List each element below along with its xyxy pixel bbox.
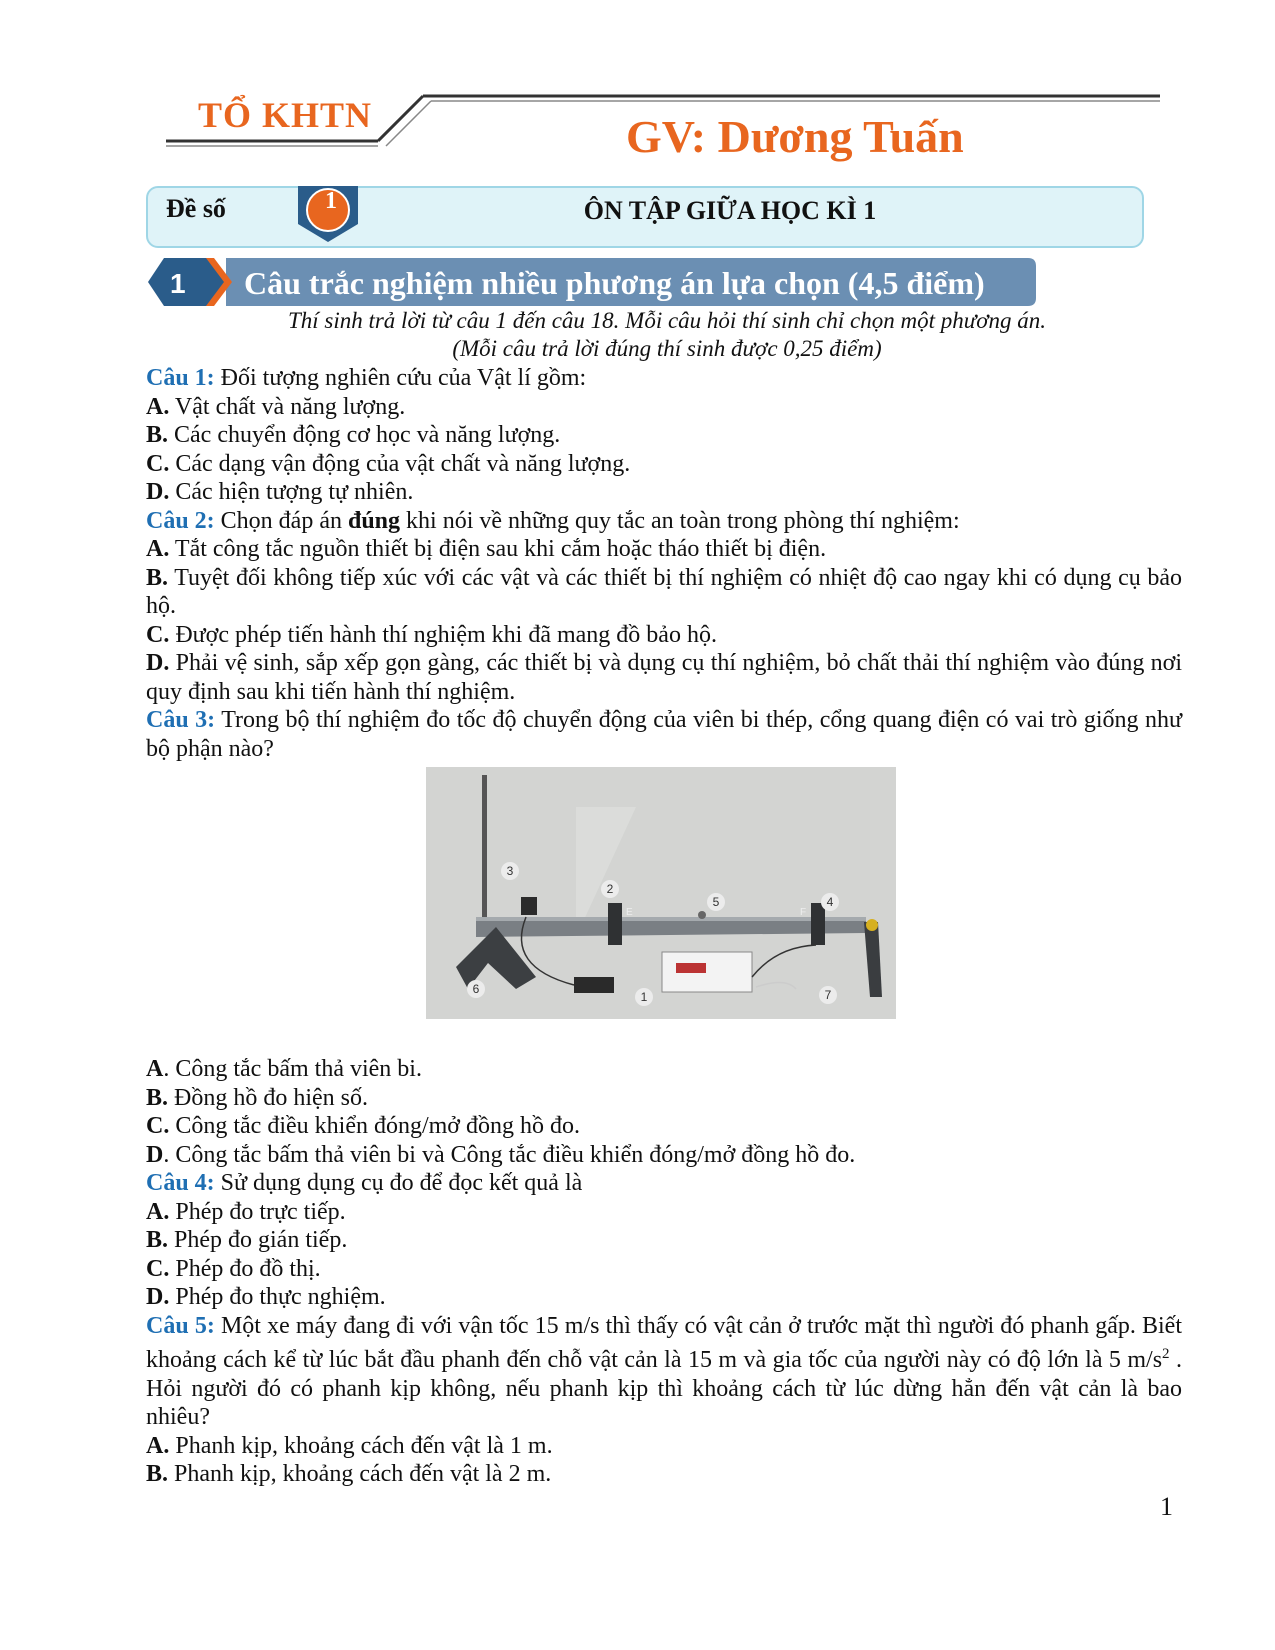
question-label: Câu 3: — [146, 707, 216, 733]
question-4 — [146, 1169, 1182, 1198]
option-3c — [146, 1112, 1182, 1141]
option-text: Phải vệ sinh, sắp xếp gọn gàng, các thiết bị và dụng cụ thí nghiệm, bỏ chất thải thí nghiệm vào đúng nơi quy định sau khi tiến hành thí nghiệm. — [146, 650, 1182, 705]
figure-label: F — [800, 907, 807, 918]
experiment-apparatus-figure — [426, 767, 896, 1019]
option-text: Phép đo thực nghiệm. — [169, 1284, 386, 1310]
option-3a — [146, 1055, 1182, 1084]
option-4c — [146, 1255, 1182, 1284]
question-text: . Hỏi người đó có phanh kịp không, nếu phanh kịp thì khoảng cách từ lúc dừng hẳn đến vật cản là bao nhiêu? — [146, 1347, 1182, 1430]
page-number: 1 — [1160, 1492, 1173, 1521]
option-3b — [146, 1084, 1182, 1113]
option-key: A. — [146, 1432, 170, 1459]
instruction-line-1: Thí sinh trả lời từ câu 1 đến câu 18. Mỗi câu hỏi thí sinh chỉ chọn một phương án. — [287, 308, 1047, 333]
question-label: Câu 5: — [146, 1312, 215, 1339]
option-key: D. — [146, 650, 170, 676]
option-2a — [146, 535, 1182, 564]
option-text: Các chuyển động cơ học và năng lượng. — [168, 422, 561, 448]
option-text: Phanh kịp, khoảng cách đến vật là 1 m. — [169, 1432, 553, 1459]
option-text: Được phép tiến hành thí nghiệm khi đã mang đồ bảo hộ. — [169, 621, 717, 648]
instruction-line-2: (Mỗi câu trả lời đúng thí sinh được 0,25 điểm) — [452, 336, 882, 361]
figure-label: 6 — [472, 982, 480, 996]
option-text: Phép đo gián tiếp. — [168, 1227, 348, 1253]
option-3d — [146, 1141, 1182, 1170]
question-label: Câu 2: — [146, 507, 215, 534]
option-key: D — [146, 1141, 164, 1168]
option-1b — [146, 421, 1182, 450]
teacher-name: GV: Dương Tuấn — [626, 111, 964, 162]
option-text: Phanh kịp, khoảng cách đến vật là 2 m. — [168, 1461, 552, 1487]
figure-container — [146, 763, 1182, 1055]
question-2 — [146, 507, 1182, 536]
option-text: Các dạng vận động của vật chất và năng lượng. — [169, 450, 631, 477]
option-key: B. — [146, 1084, 169, 1111]
option-key: A. — [146, 393, 170, 420]
question-label: Câu 1: — [146, 365, 215, 391]
option-5a — [146, 1432, 1182, 1461]
question-emphasis: đúng — [347, 507, 401, 534]
option-2c — [146, 621, 1182, 650]
option-2b — [146, 564, 1182, 621]
figure-label: 7 — [824, 988, 832, 1002]
figure-label: 1 — [640, 990, 648, 1004]
option-text: Tắt công tắc nguồn thiết bị điện sau khi cắm hoặc tháo thiết bị điện. — [169, 536, 827, 562]
option-1d — [146, 478, 1182, 507]
question-text: Chọn đáp án — [214, 507, 348, 534]
option-key: A. — [146, 536, 170, 562]
option-text: . Công tắc bấm thả viên bi và Công tắc điều khiển đóng/mở đồng hồ đo. — [163, 1141, 856, 1168]
option-text: Các hiện tượng tự nhiên. — [169, 479, 414, 505]
question-label: Câu 4: — [146, 1170, 215, 1196]
org-name: TỔ KHTN — [198, 95, 373, 135]
option-4b — [146, 1226, 1182, 1255]
question-text: Sử dụng dụng cụ đo để đọc kết quả là — [214, 1170, 583, 1196]
option-key: C. — [146, 450, 170, 477]
question-text: Trong bộ thí nghiệm đo tốc độ chuyển động của viên bi thép, cổng quang điện có vai trò giống như bộ phận nào? — [146, 707, 1183, 762]
exam-title: ÔN TẬP GIỮA HỌC KÌ 1 — [583, 196, 877, 225]
option-key: A. — [146, 1198, 170, 1225]
option-text: Đồng hồ đo hiện số. — [168, 1084, 369, 1111]
figure-label: 5 — [712, 895, 720, 909]
section-title: Câu trắc nghiệm nhiều phương án lựa chọn (4,5 điểm) — [244, 265, 985, 301]
option-1c — [146, 450, 1182, 479]
option-key: B. — [146, 1227, 169, 1253]
option-key: C. — [146, 621, 170, 648]
option-4d — [146, 1283, 1182, 1312]
question-text: Đối tượng nghiên cứu của Vật lí gồm: — [214, 365, 587, 391]
option-text: Công tắc điều khiển đóng/mở đồng hồ đo. — [169, 1113, 580, 1139]
figure-label: 4 — [826, 895, 834, 909]
option-key: A — [146, 1056, 164, 1082]
option-1a — [146, 393, 1182, 422]
option-2d — [146, 649, 1182, 706]
question-text: Một xe máy đang đi với vận tốc 15 m/s thì thấy có vật cản ở trước mặt thì người đó phanh gấp. Biết khoảng cách kể từ lúc bắt đầu phanh đến chỗ vật cản là 15 m và gia tốc của người này có độ lớn là 5 m/s — [146, 1312, 1183, 1373]
figure-label: E — [626, 907, 633, 918]
exam-label: Đề số — [166, 194, 226, 223]
option-key: B. — [146, 422, 169, 448]
option-text: Vật chất và năng lượng. — [169, 393, 406, 420]
option-text: Phép đo trực tiếp. — [169, 1198, 346, 1225]
exponent: 2 — [1162, 1346, 1170, 1362]
option-key: B. — [146, 564, 169, 591]
question-3 — [146, 706, 1182, 763]
option-key: D. — [146, 479, 170, 505]
question-5 — [146, 1312, 1182, 1432]
question-text: khi nói về những quy tắc an toàn trong phòng thí nghiệm: — [400, 507, 960, 534]
option-key: C. — [146, 1113, 170, 1139]
questions — [146, 364, 1182, 1489]
figure-label: 2 — [606, 882, 614, 896]
question-1 — [146, 364, 1182, 393]
figure-label: 3 — [506, 864, 514, 878]
option-text: Tuyệt đối không tiếp xúc với các vật và các thiết bị thí nghiệm có nhiệt độ cao ngay khi có dụng cụ bảo hộ. — [146, 564, 1182, 619]
option-key: B. — [146, 1461, 169, 1487]
option-key: C. — [146, 1255, 170, 1282]
option-4a — [146, 1198, 1182, 1227]
option-5b — [146, 1460, 1182, 1489]
exam-number: 1 — [325, 188, 337, 214]
option-text: Phép đo đồ thị. — [169, 1255, 321, 1282]
option-text: . Công tắc bấm thả viên bi. — [163, 1056, 422, 1082]
section-number: 1 — [170, 268, 186, 299]
option-key: D. — [146, 1284, 170, 1310]
